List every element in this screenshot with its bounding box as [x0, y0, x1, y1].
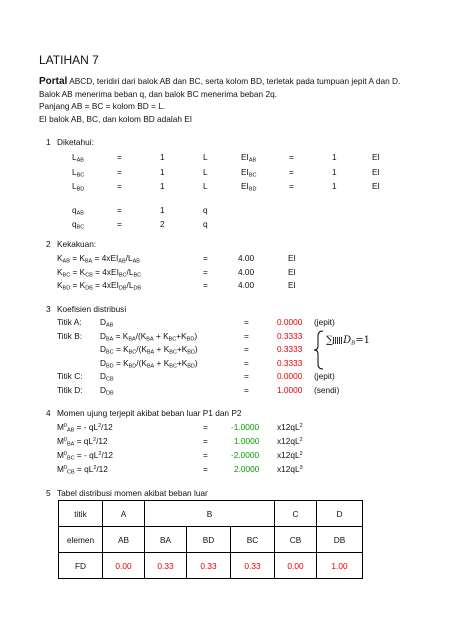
section-3-number: 3 — [46, 304, 51, 314]
s2-unit: EI — [288, 280, 296, 290]
s1-label-2: $EI_{BC}$ — [241, 167, 257, 179]
intro-line-1 — [39, 77, 400, 87]
table-cell: 0.33 — [187, 553, 231, 579]
s1-label: $L_{BC}$ — [72, 167, 85, 179]
titik-a-label: Titik A: — [57, 317, 82, 327]
table-cell: D — [317, 501, 363, 527]
s3-formula-5: $D_{DB}$ — [100, 385, 114, 397]
s4-eq: = — [203, 436, 208, 446]
sum-formula: ∑ $D_B=1$ — [326, 335, 370, 347]
intro-text-1: ABCD, teridiri dari balok AB dan BC, serta kolom BD, terletak pada tumpuan jepit A dan D. — [67, 76, 401, 86]
s3-eq: = — [244, 358, 249, 368]
s3-eq: = — [244, 371, 249, 381]
s4-unit: $x12qL^2$ — [277, 450, 303, 460]
section-5-number: 5 — [46, 488, 51, 498]
s3-formula-4: $D_{CB}$ — [100, 371, 114, 383]
s3-eq: = — [244, 344, 249, 354]
right-brace-icon — [312, 330, 326, 370]
s1-q-eq: = — [117, 219, 122, 229]
s3-eq: = — [244, 385, 249, 395]
s4-value: -2.0000 — [231, 450, 260, 460]
page-title: LATIHAN 7 — [39, 53, 99, 67]
s2-value: 4.00 — [238, 280, 255, 290]
s2-value: 4.00 — [238, 253, 255, 263]
table-cell: DB — [317, 527, 363, 553]
s1-q-label: $q_{BC}$ — [72, 219, 85, 231]
section-5-title: Tabel distribusi momen akibat beban luar — [57, 488, 208, 498]
s3-value: 0.3333 — [277, 358, 303, 368]
s3-note: (jepit) — [314, 317, 335, 327]
table-cell: FD — [59, 553, 103, 579]
s3-formula-2: $D_{BC} = K_{BC}/(K_{BA} + K_{BC}+K_{BD})$ — [100, 344, 198, 356]
table-row-fd — [59, 553, 363, 579]
s3-value: 0.0000 — [277, 317, 303, 327]
section-1-title: Diketahui: — [57, 137, 94, 147]
titik-d-label: Titik D: — [57, 385, 83, 395]
s4-formula-2: $M^0_{BC}$ = - $qL^2/12$ — [57, 450, 113, 462]
s3-note: (jepit) — [314, 371, 335, 381]
table-cell: 0.33 — [231, 553, 275, 579]
s1-eq: = — [117, 181, 122, 191]
table-cell: titik — [59, 501, 103, 527]
section-2-title: Kekakuan: — [57, 239, 97, 249]
table-cell: BA — [145, 527, 187, 553]
intro-line-2: Balok AB menerima beban q, dan balok BC menerima beban 2q. — [39, 89, 277, 99]
table-row-elemen — [59, 527, 363, 553]
section-1-number: 1 — [46, 137, 51, 147]
s1-q-unit: q — [203, 219, 208, 229]
s3-value: 1.0000 — [277, 385, 303, 395]
s1-unit: L — [203, 167, 208, 177]
s4-formula-0: $M^0_{AB}$ = - $qL^2/12$ — [57, 422, 113, 434]
s4-eq: = — [203, 422, 208, 432]
s1-eq-2: = — [289, 181, 294, 191]
s1-label-2: $EI_{BD}$ — [241, 181, 257, 193]
s4-value: 2.0000 — [234, 464, 260, 474]
s1-unit-2: EI — [372, 181, 380, 191]
s1-unit: L — [203, 152, 208, 162]
table-cell: 0.00 — [275, 553, 317, 579]
table-cell: CB — [275, 527, 317, 553]
s1-value: 1 — [160, 181, 165, 191]
s4-unit: $x12qL^2$ — [277, 436, 303, 446]
s3-formula-1: $D_{BA} = K_{BA}/(K_{BA} + K_{BC}+K_{BD})$ — [100, 331, 198, 343]
section-2-number: 2 — [46, 239, 51, 249]
table-cell: B — [145, 501, 275, 527]
s4-eq: = — [203, 450, 208, 460]
table-cell: 1.00 — [317, 553, 363, 579]
s1-eq: = — [117, 167, 122, 177]
s2-formula-2: $K_{BD} = K_{DB} = 4xEI_{DB}/L_{DB}$ — [57, 280, 142, 292]
s1-value-2: 1 — [332, 167, 337, 177]
s3-value: 0.0000 — [277, 371, 303, 381]
s3-eq: = — [244, 331, 249, 341]
s1-label: $L_{AB}$ — [72, 152, 84, 164]
table-cell: BC — [231, 527, 275, 553]
s2-formula-0: $K_{AB} = K_{BA} = 4xEI_{AB}/L_{AB}$ — [57, 253, 140, 265]
s1-unit: L — [203, 181, 208, 191]
distribution-table — [58, 500, 363, 579]
s1-q-value: 1 — [160, 205, 165, 215]
s3-value: 0.3333 — [277, 344, 303, 354]
s1-value-2: 1 — [332, 152, 337, 162]
s1-value-2: 1 — [332, 181, 337, 191]
s2-unit: EI — [288, 253, 296, 263]
s1-label: $L_{BD}$ — [72, 181, 85, 193]
s2-unit: EI — [288, 267, 296, 277]
intro-line-3: Panjang AB = BC = kolom BD = L. — [39, 101, 166, 111]
table-cell: elemen — [59, 527, 103, 553]
s4-formula-1: $M^0_{BA} = qL^2/12$ — [57, 436, 108, 448]
table-cell: BD — [187, 527, 231, 553]
s2-eq: = — [203, 280, 208, 290]
intro-line-4: EI balok AB, BC, dan kolom BD adalah EI — [39, 114, 193, 124]
s3-note: (sendi) — [314, 385, 340, 395]
table-cell: 0.33 — [145, 553, 187, 579]
section-4-title: Momen ujung terjepit akibat beban luar P1 dan P2 — [57, 408, 242, 418]
section-3-title: Koefisien distribusi — [57, 304, 127, 314]
table-cell: A — [103, 501, 145, 527]
s1-eq-2: = — [289, 167, 294, 177]
s3-eq: = — [244, 317, 249, 327]
section-4-number: 4 — [46, 408, 51, 418]
s4-formula-3: $M^0_{CB} = qL^2/12$ — [57, 464, 108, 476]
s3-value: 0.3333 — [277, 331, 303, 341]
s1-eq-2: = — [289, 152, 294, 162]
s1-unit-2: EI — [372, 152, 380, 162]
titik-c-label: Titik C: — [57, 371, 83, 381]
s4-unit: $x12qL^3$ — [277, 464, 303, 474]
s3-formula-3: $D_{BD} = K_{BD}/(K_{BA} + K_{BC}+K_{BD})$ — [100, 358, 198, 370]
table-cell: C — [275, 501, 317, 527]
table-cell: 0.00 — [103, 553, 145, 579]
s1-q-label: $q_{AB}$ — [72, 205, 84, 217]
table-cell: AB — [103, 527, 145, 553]
s2-formula-1: $K_{BC} = K_{CB} = 4xEI_{BC}/L_{BC}$ — [57, 267, 142, 279]
titik-b-label: Titik B: — [57, 331, 83, 341]
s1-q-eq: = — [117, 205, 122, 215]
s4-unit: $x12qL^2$ — [277, 422, 303, 432]
s4-value: 1.0000 — [234, 436, 260, 446]
s1-label-2: $EI_{AB}$ — [241, 152, 257, 164]
s1-unit-2: EI — [372, 167, 380, 177]
s1-value: 1 — [160, 167, 165, 177]
s1-q-value: 2 — [160, 219, 165, 229]
s1-eq: = — [117, 152, 122, 162]
s3-formula-0: $D_{AB}$ — [100, 317, 114, 329]
s4-value: -1.0000 — [231, 422, 260, 432]
intro-bold-word: Portal — [39, 76, 68, 87]
s1-q-unit: q — [203, 205, 208, 215]
s4-eq: = — [203, 464, 208, 474]
s2-eq: = — [203, 267, 208, 277]
s2-value: 4.00 — [238, 267, 255, 277]
s2-eq: = — [203, 253, 208, 263]
s1-value: 1 — [160, 152, 165, 162]
table-row-titik — [59, 501, 363, 527]
